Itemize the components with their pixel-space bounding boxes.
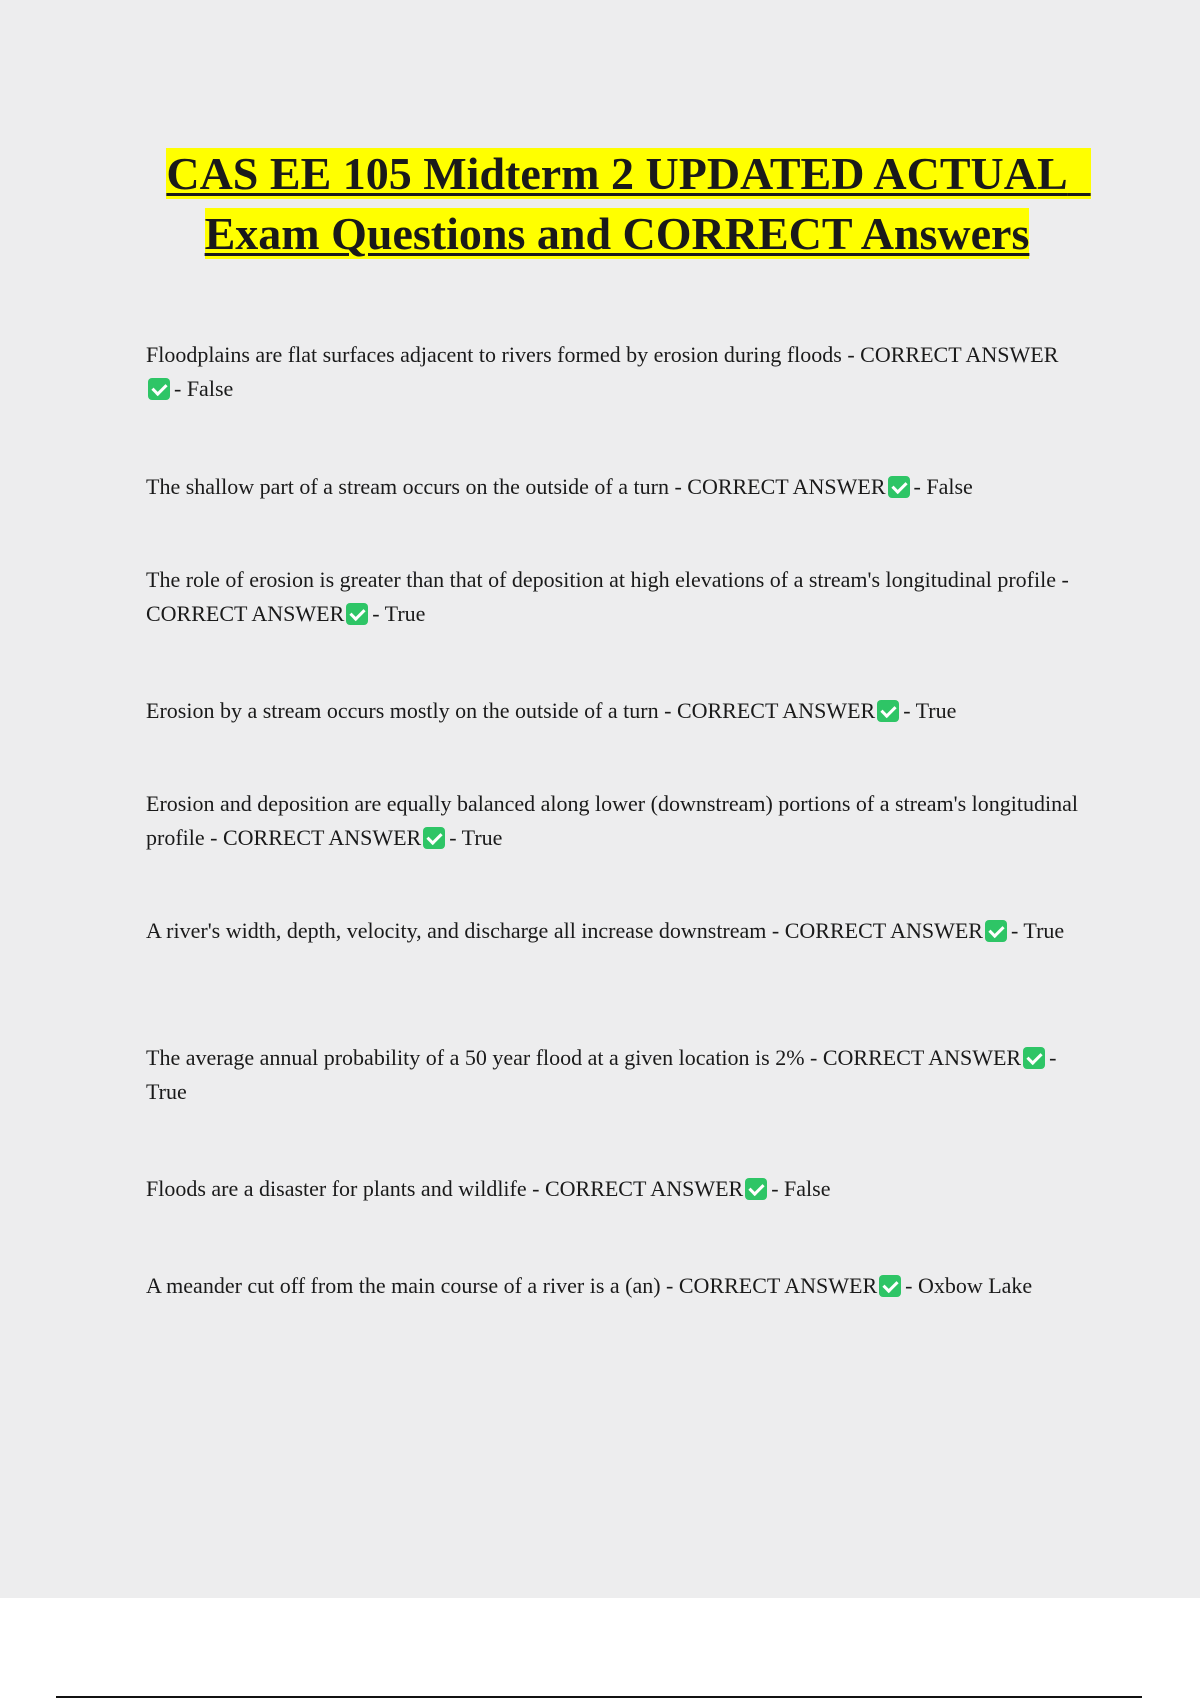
page-title-text: CAS EE 105 Midterm 2 UPDATED ACTUAL Exam Questions and CORRECT Answers	[166, 148, 1091, 259]
green-check-mark-icon	[745, 1178, 767, 1200]
green-check-mark-icon	[879, 1275, 901, 1297]
qa-statement: Floods are a disaster for plants and wildlife - CORRECT ANSWER	[146, 1176, 744, 1201]
qa-statement: The role of erosion is greater than that of deposition at high elevations of a stream's longitudinal profile - CORRECT ANSWER	[146, 567, 1069, 626]
green-check-mark-icon	[346, 603, 368, 625]
green-check-mark-icon	[877, 700, 899, 722]
qa-answer: - True	[372, 601, 426, 626]
qa-statement: Floodplains are flat surfaces adjacent to rivers formed by erosion during floods - CORRECT ANSWER	[146, 342, 1059, 367]
qa-item	[146, 563, 1086, 631]
qa-answer: - True	[1010, 918, 1065, 943]
qa-statement: The average annual probability of a 50 year flood at a given location is 2% - CORRECT ANSWER	[146, 1045, 1022, 1070]
green-check-mark-icon	[423, 827, 445, 849]
qa-item	[146, 914, 1086, 948]
qa-answer: - False	[771, 1176, 831, 1201]
qa-item	[146, 338, 1086, 406]
green-check-mark-icon	[148, 378, 170, 400]
qa-statement: Erosion by a stream occurs mostly on the outside of a turn - CORRECT ANSWER	[146, 698, 876, 723]
qa-item	[146, 470, 1086, 504]
green-check-mark-icon	[985, 920, 1007, 942]
qa-item	[146, 1041, 1086, 1109]
qa-statement: A river's width, depth, velocity, and discharge all increase downstream - CORRECT ANSWER	[146, 918, 983, 943]
green-check-mark-icon	[1023, 1047, 1045, 1069]
qa-item	[146, 787, 1086, 855]
green-check-mark-icon	[888, 476, 910, 498]
qa-statement: A meander cut off from the main course of a river is a (an) - CORRECT ANSWER	[146, 1273, 878, 1298]
qa-statement: The shallow part of a stream occurs on the outside of a turn - CORRECT ANSWER	[146, 474, 886, 499]
qa-answer: - True	[449, 825, 503, 850]
page-title	[150, 144, 1091, 264]
qa-answer: - False	[913, 474, 973, 499]
qa-answer: - Oxbow Lake	[905, 1273, 1033, 1298]
qa-item	[146, 1269, 1086, 1303]
qa-item	[146, 1172, 1086, 1206]
qa-answer: - True	[903, 698, 957, 723]
footer-divider	[56, 1696, 1142, 1698]
qa-statement: Erosion and deposition are equally balanced along lower (downstream) portions of a stream's longitudinal profile - CORRECT ANSWER	[146, 791, 1078, 850]
qa-answer: - True	[146, 1045, 1057, 1104]
qa-answer: - False	[174, 376, 234, 401]
qa-item	[146, 694, 1086, 728]
